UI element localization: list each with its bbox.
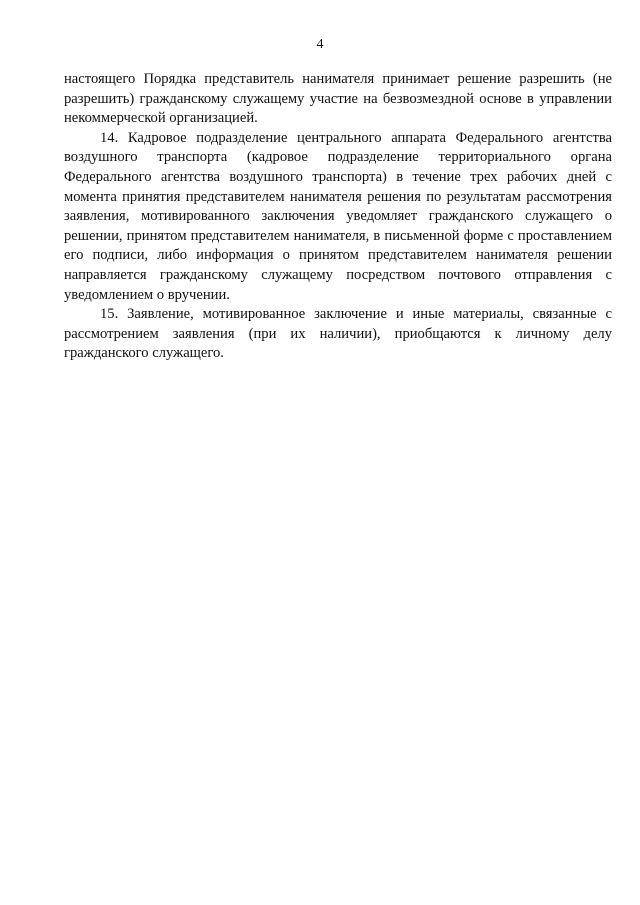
page-number: 4 xyxy=(316,37,324,52)
document-body xyxy=(64,70,612,364)
paragraph-14: 14. Кадровое подразделение центрального аппарата Федерального агентства воздушного транспорта (кадровое подразделение территориального органа Федерального агентства воздушного транспорта) в течение трех рабочих дней с момента принятия представителем нанимателя решения по результатам рассмотрения заявления, мотивированного заключения уведомляет гражданского служащего о решении, принятом представителем нанимателя, в письменной форме с проставлением его подписи, либо информация о принятом представителем нанимателя решении направляется гражданскому служащему посредством почтового отправления с уведомлением о вручении. xyxy=(64,129,612,303)
paragraph-continuation: настоящего Порядка представитель нанимателя принимает решение разрешить (не разрешить) гражданскому служащему участие на безвозмездной основе в управлении некоммерческой организацией. xyxy=(64,71,612,127)
paragraph-15: 15. Заявление, мотивированное заключение и иные материалы, связанные с рассмотрением заявления (при их наличии), приобщаются к личному делу гражданского служащего. xyxy=(64,306,612,362)
